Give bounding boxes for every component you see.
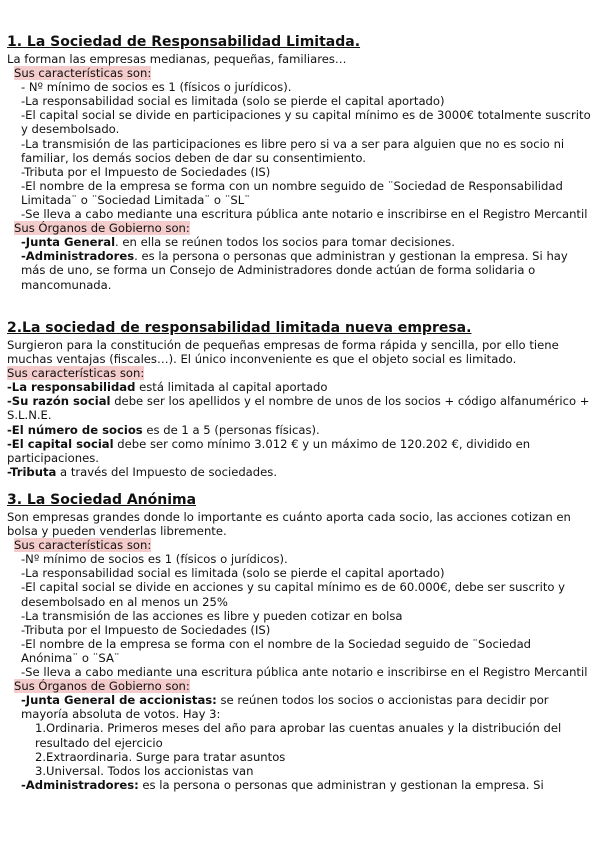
characteristics-label: Sus características son: — [7, 366, 145, 381]
governance-item — [7, 693, 591, 721]
characteristic-item — [7, 465, 591, 479]
characteristic-text: está limitada al capital aportado — [135, 380, 328, 395]
section-sa — [7, 492, 591, 792]
section-intro: Surgieron para la constitución de pequeñas empresas de forma rápida y sencilla, por ello tiene muchas ventajas (fiscales…). El único inconveniente es que el objeto social es limitado. — [7, 338, 559, 367]
governance-label: Sus Órganos de Gobierno son: — [14, 679, 190, 694]
governance-text: . en ella se reúnen todos los socios para tomar decisiones. — [115, 235, 455, 250]
section-srl — [7, 34, 591, 292]
characteristic-term: -Tributa — [7, 464, 57, 479]
section-intro: Son empresas grandes donde lo importante es cuánto aporta cada socio, las acciones cotizan en bolsa y pueden venderlas libremente. — [7, 510, 571, 539]
characteristic-item: -La transmisión de las acciones es libre y pueden cotizar en bolsa — [21, 608, 403, 623]
governance-term: -Administradores: — [21, 777, 139, 792]
section-slne — [7, 320, 591, 479]
characteristic-item: -El nombre de la empresa se forma con el nombre de la Sociedad seguido de ¨Sociedad Anónima¨ o ¨SA¨ — [21, 636, 532, 665]
junta-type-item: 3.Universal. Todos los accionistas van — [35, 763, 254, 778]
characteristic-term: -La responsabilidad — [7, 380, 136, 395]
governance-term: -Junta General de accionistas: — [21, 693, 217, 708]
governance-text: es la persona o personas que administran y gestionan la empresa. Si — [138, 777, 544, 792]
characteristic-item — [7, 380, 591, 394]
characteristics-label: Sus características son: — [14, 66, 152, 81]
governance-item — [7, 235, 591, 249]
characteristic-text: debe ser los apellidos y el nombre de unos de los socios + código alfanumérico + S.L.N.E. — [7, 394, 590, 423]
governance-item — [7, 778, 591, 792]
governance-term: -Administradores — [21, 249, 135, 264]
characteristic-term: -Su razón social — [7, 394, 111, 409]
characteristic-item — [7, 394, 591, 422]
section-intro: La forman las empresas medianas, pequeñas, familiares… — [7, 52, 347, 66]
governance-term: -Junta General — [21, 235, 116, 250]
section-title: 1. La Sociedad de Responsabilidad Limitada. — [7, 34, 361, 50]
governance-item — [7, 249, 591, 291]
characteristic-text: es de 1 a 5 (personas físicas). — [142, 422, 320, 437]
junta-type-item: 1.Ordinaria. Primeros meses del año para aprobar las cuentas anuales y la distribución del resultado del ejercicio — [35, 721, 562, 750]
governance-label: Sus Órganos de Gobierno son: — [14, 221, 190, 236]
characteristic-item: -Tributa por el Impuesto de Sociedades (IS) — [21, 164, 271, 179]
characteristic-item: -El nombre de la empresa se forma con un nombre seguido de ¨Sociedad de Responsabilidad Limitada¨ o ¨Sociedad Limitada¨ o ¨SL¨ — [21, 178, 563, 207]
junta-type-item: 2.Extraordinaria. Surge para tratar asuntos — [35, 749, 286, 764]
characteristic-item: -La transmisión de las participaciones es libre pero si va a ser para alguien que no es socio ni familiar, los demás socios deben de dar su consentimiento. — [21, 136, 565, 165]
characteristic-item: - Nº mínimo de socios es 1 (físicos o jurídicos). — [21, 80, 292, 95]
governance-text: se reúnen todos los socios o accionistas para decidir por mayoría absoluta de votos. Hay 3: — [21, 693, 549, 722]
characteristic-item: -El capital social se divide en acciones y su capital mínimo es de 60.000€, debe ser suscrito y desembolsado en al menos un 25% — [21, 580, 566, 609]
characteristic-item — [7, 423, 591, 437]
characteristic-text: debe ser como mínimo 3.012 € y un máximo de 120.202 €, dividido en participaciones. — [7, 436, 531, 465]
characteristic-item — [7, 437, 591, 465]
characteristic-item: -Se lleva a cabo mediante una escritura pública ante notario e inscribirse en el Registro Mercantil — [21, 207, 588, 222]
section-title: 3. La Sociedad Anónima — [7, 492, 197, 508]
characteristic-item: -La responsabilidad social es limitada (solo se pierde el capital aportado) — [21, 94, 445, 109]
characteristic-item: -Tributa por el Impuesto de Sociedades (IS) — [21, 622, 271, 637]
characteristic-item: -Se lleva a cabo mediante una escritura pública ante notario e inscribirse en el Registro Mercantil — [21, 665, 588, 680]
governance-text: . es la persona o personas que administran y gestionan la empresa. Si hay más de uno, se forma un Consejo de Administradores donde actúan de forma solidaria o mancomunada. — [21, 249, 568, 292]
characteristic-text: a través del Impuesto de sociedades. — [56, 464, 278, 479]
characteristic-item: -La responsabilidad social es limitada (solo se pierde el capital aportado) — [21, 566, 445, 581]
characteristic-item: -Nº mínimo de socios es 1 (físicos o jurídicos). — [21, 552, 288, 567]
characteristic-item: -El capital social se divide en participaciones y su capital mínimo es de 3000€ totalmente suscrito y desembolsado. — [21, 108, 591, 137]
characteristic-term: -El capital social — [7, 436, 114, 451]
characteristic-term: -El número de socios — [7, 422, 143, 437]
characteristics-label: Sus características son: — [14, 538, 152, 553]
section-title: 2.La sociedad de responsabilidad limitada nueva empresa. — [7, 320, 472, 336]
